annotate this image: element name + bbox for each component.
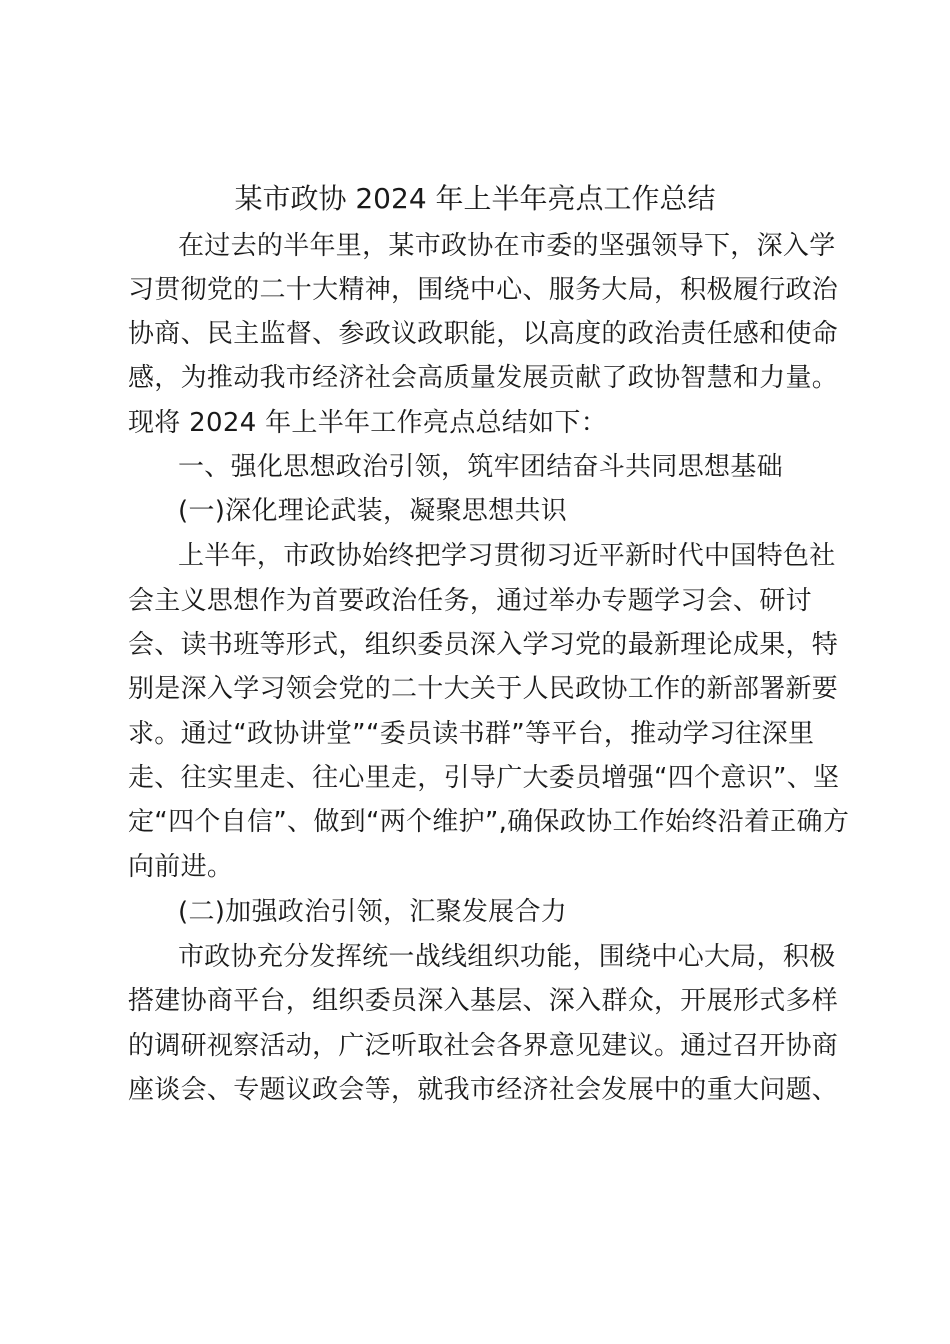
paragraph-line: 协商、民主监督、参政议政职能，以高度的政治责任感和使命 <box>128 319 839 349</box>
paragraph-line: 搭建协商平台，组织委员深入基层、深入群众，开展形式多样 <box>128 986 839 1016</box>
subsection-heading: (二)加强政治引领，汇聚发展合力 <box>178 897 568 927</box>
paragraph-line: 求。通过“政协讲堂”“委员读书群”等平台，推动学习往深里 <box>128 719 815 749</box>
paragraph-line: 会主义思想作为首要政治任务，通过举办专题学习会、研讨 <box>128 586 812 616</box>
document-title: 某市政协 2024 年上半年亮点工作总结 <box>234 182 716 215</box>
section-heading: 一、强化思想政治引领，筑牢团结奋斗共同思想基础 <box>178 452 783 482</box>
paragraph-line: 上半年，市政协始终把学习贯彻习近平新时代中国特色社 <box>178 541 836 571</box>
paragraph-line: 座谈会、专题议政会等，就我市经济社会发展中的重大问题、 <box>128 1075 839 1105</box>
paragraph-line: 向前进。 <box>128 852 234 882</box>
paragraph-line: 感，为推动我市经济社会高质量发展贡献了政协智慧和力量。 <box>128 363 839 393</box>
paragraph-line: 习贯彻党的二十大精神，围绕中心、服务大局，积极履行政治 <box>128 275 839 305</box>
paragraph-line: 现将 2024 年上半年工作亮点总结如下： <box>128 408 607 438</box>
paragraph-line: 走、往实里走、往心里走，引导广大委员增强“四个意识”、坚 <box>128 763 840 793</box>
paragraph-line: 定“四个自信”、做到“两个维护”,确保政协工作始终沿着正确方 <box>128 807 850 837</box>
paragraph-line: 别是深入学习领会党的二十大关于人民政协工作的新部署新要 <box>128 674 839 704</box>
paragraph-line: 会、读书班等形式，组织委员深入学习党的最新理论成果，特 <box>128 630 839 660</box>
paragraph-line: 的调研视察活动，广泛听取社会各界意见建议。通过召开协商 <box>128 1031 839 1061</box>
paragraph-line: 在过去的半年里，某市政协在市委的坚强领导下，深入学 <box>178 231 836 261</box>
subsection-heading: (一)深化理论武装，凝聚思想共识 <box>178 496 568 526</box>
paragraph-line: 市政协充分发挥统一战线组织功能，围绕中心大局，积极 <box>178 942 836 972</box>
